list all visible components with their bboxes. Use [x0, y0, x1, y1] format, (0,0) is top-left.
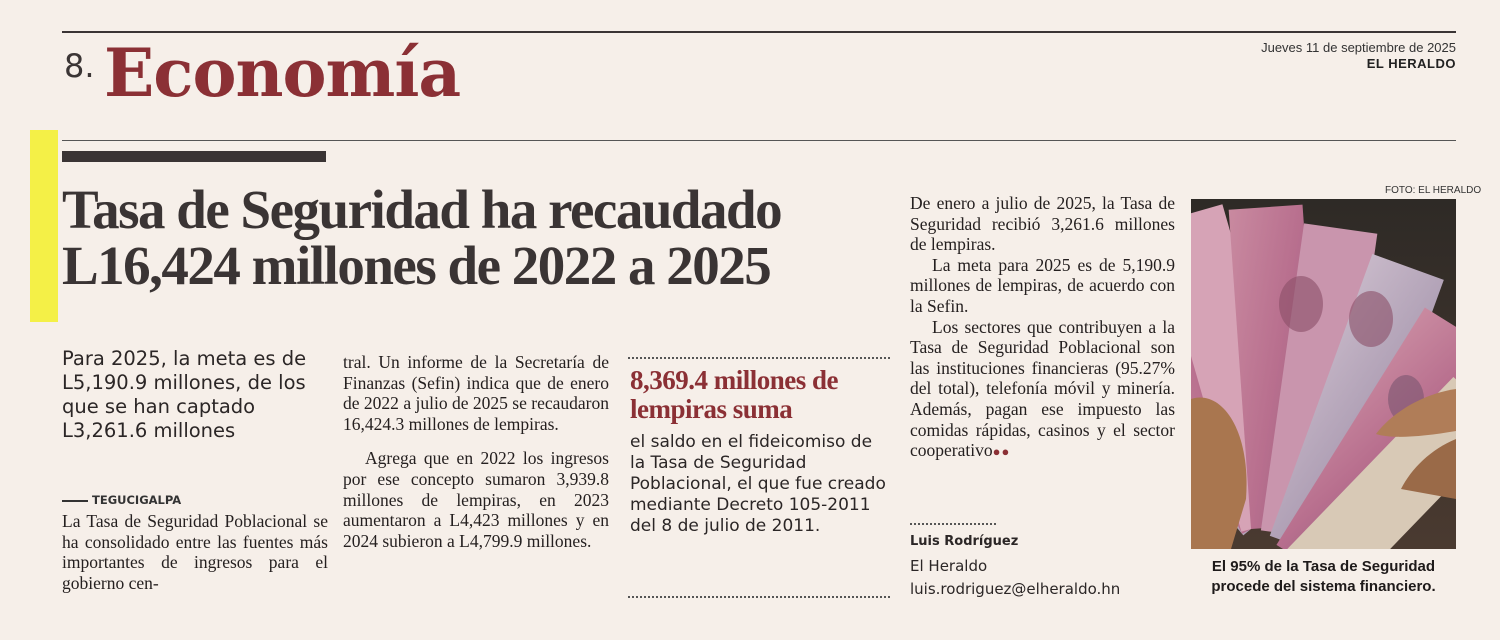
pull-quote-figure: 8,369.4 millones de lempiras suma: [630, 365, 839, 424]
body-column-1: [62, 511, 328, 593]
paragraph: De enero a julio de 2025, la Tasa de Seguridad recibió 3,261.6 millones de lempiras.: [910, 193, 1175, 255]
lead-summary: Para 2025, la meta es de L5,190.9 millones, de los que se han captado L3,261.6 millones: [62, 347, 307, 442]
page-number: 8.: [64, 47, 95, 85]
banknotes-image: [1191, 199, 1456, 549]
paragraph-text: Los sectores que contribuyen a la Tasa de Seguridad Poblacional son las instituciones financieras (95.27% del total), telefonía móvil y minería. Además, pagan ese impuesto las comidas rápidas, casinos y el sector cooperativo: [910, 316, 1175, 461]
dateline: [62, 493, 181, 507]
headline: [62, 179, 902, 296]
photo-credit: FOTO: EL HERALDO: [1385, 185, 1482, 196]
body-column-4: [910, 193, 1175, 463]
paragraph: [910, 317, 1175, 463]
header-divider: [62, 140, 1456, 141]
section-title: Economía: [104, 34, 461, 112]
highlighter-mark: [30, 130, 58, 322]
dateline-dash: [62, 500, 88, 502]
headline-bar: [62, 151, 326, 162]
body-column-2: [343, 352, 609, 551]
top-rule: [62, 31, 1456, 33]
pull-quote-bottom-rule: [628, 596, 890, 599]
paragraph: La Tasa de Seguridad Poblacional se ha consolidado entre las fuentes más importantes de ingresos para el gobierno cen-: [62, 511, 328, 593]
newspaper-name: EL HERALDO: [1366, 56, 1456, 71]
author-organization: El Heraldo: [910, 557, 988, 575]
banknotes-photo: [1191, 199, 1456, 549]
paragraph: La meta para 2025 es de 5,190.9 millones de lempiras, de acuerdo con la Sefin.: [910, 254, 1175, 316]
end-mark-icon: ●●: [992, 444, 1011, 460]
headline-line-1: Tasa de Seguridad ha recaudado: [62, 179, 782, 240]
headline-line-2: L16,424 millones de 2022 a 2025: [62, 235, 771, 296]
author-name: Luis Rodríguez: [910, 534, 1019, 549]
dateline-city: TEGUCIGALPA: [92, 493, 182, 507]
photo-caption: El 95% de la Tasa de Seguridad procede del sistema financiero.: [1211, 558, 1436, 595]
byline-rule: [910, 523, 996, 525]
issue-date: Jueves 11 de septiembre de 2025: [1261, 40, 1456, 55]
pull-quote-top-rule: [628, 357, 890, 360]
author-email: luis.rodriguez@elheraldo.hn: [910, 580, 1121, 598]
paragraph: tral. Un informe de la Secretaría de Finanzas (Sefin) indica que de enero de 2022 a julio de 2025 se recaudaron 16,424.3 millones de lempiras.: [343, 352, 609, 434]
pull-quote-text: el saldo en el fideicomiso de la Tasa de Seguridad Poblacional, el que fue creado mediante Decreto 105-2011 del 8 de julio de 2011.: [630, 432, 886, 536]
paragraph: Agrega que en 2022 los ingresos por ese concepto sumaron 3,939.8 millones de lempiras, en 2023 aumentaron a L4,423 millones y en 2024 subieron a L4,799.9 millones.: [343, 448, 609, 551]
